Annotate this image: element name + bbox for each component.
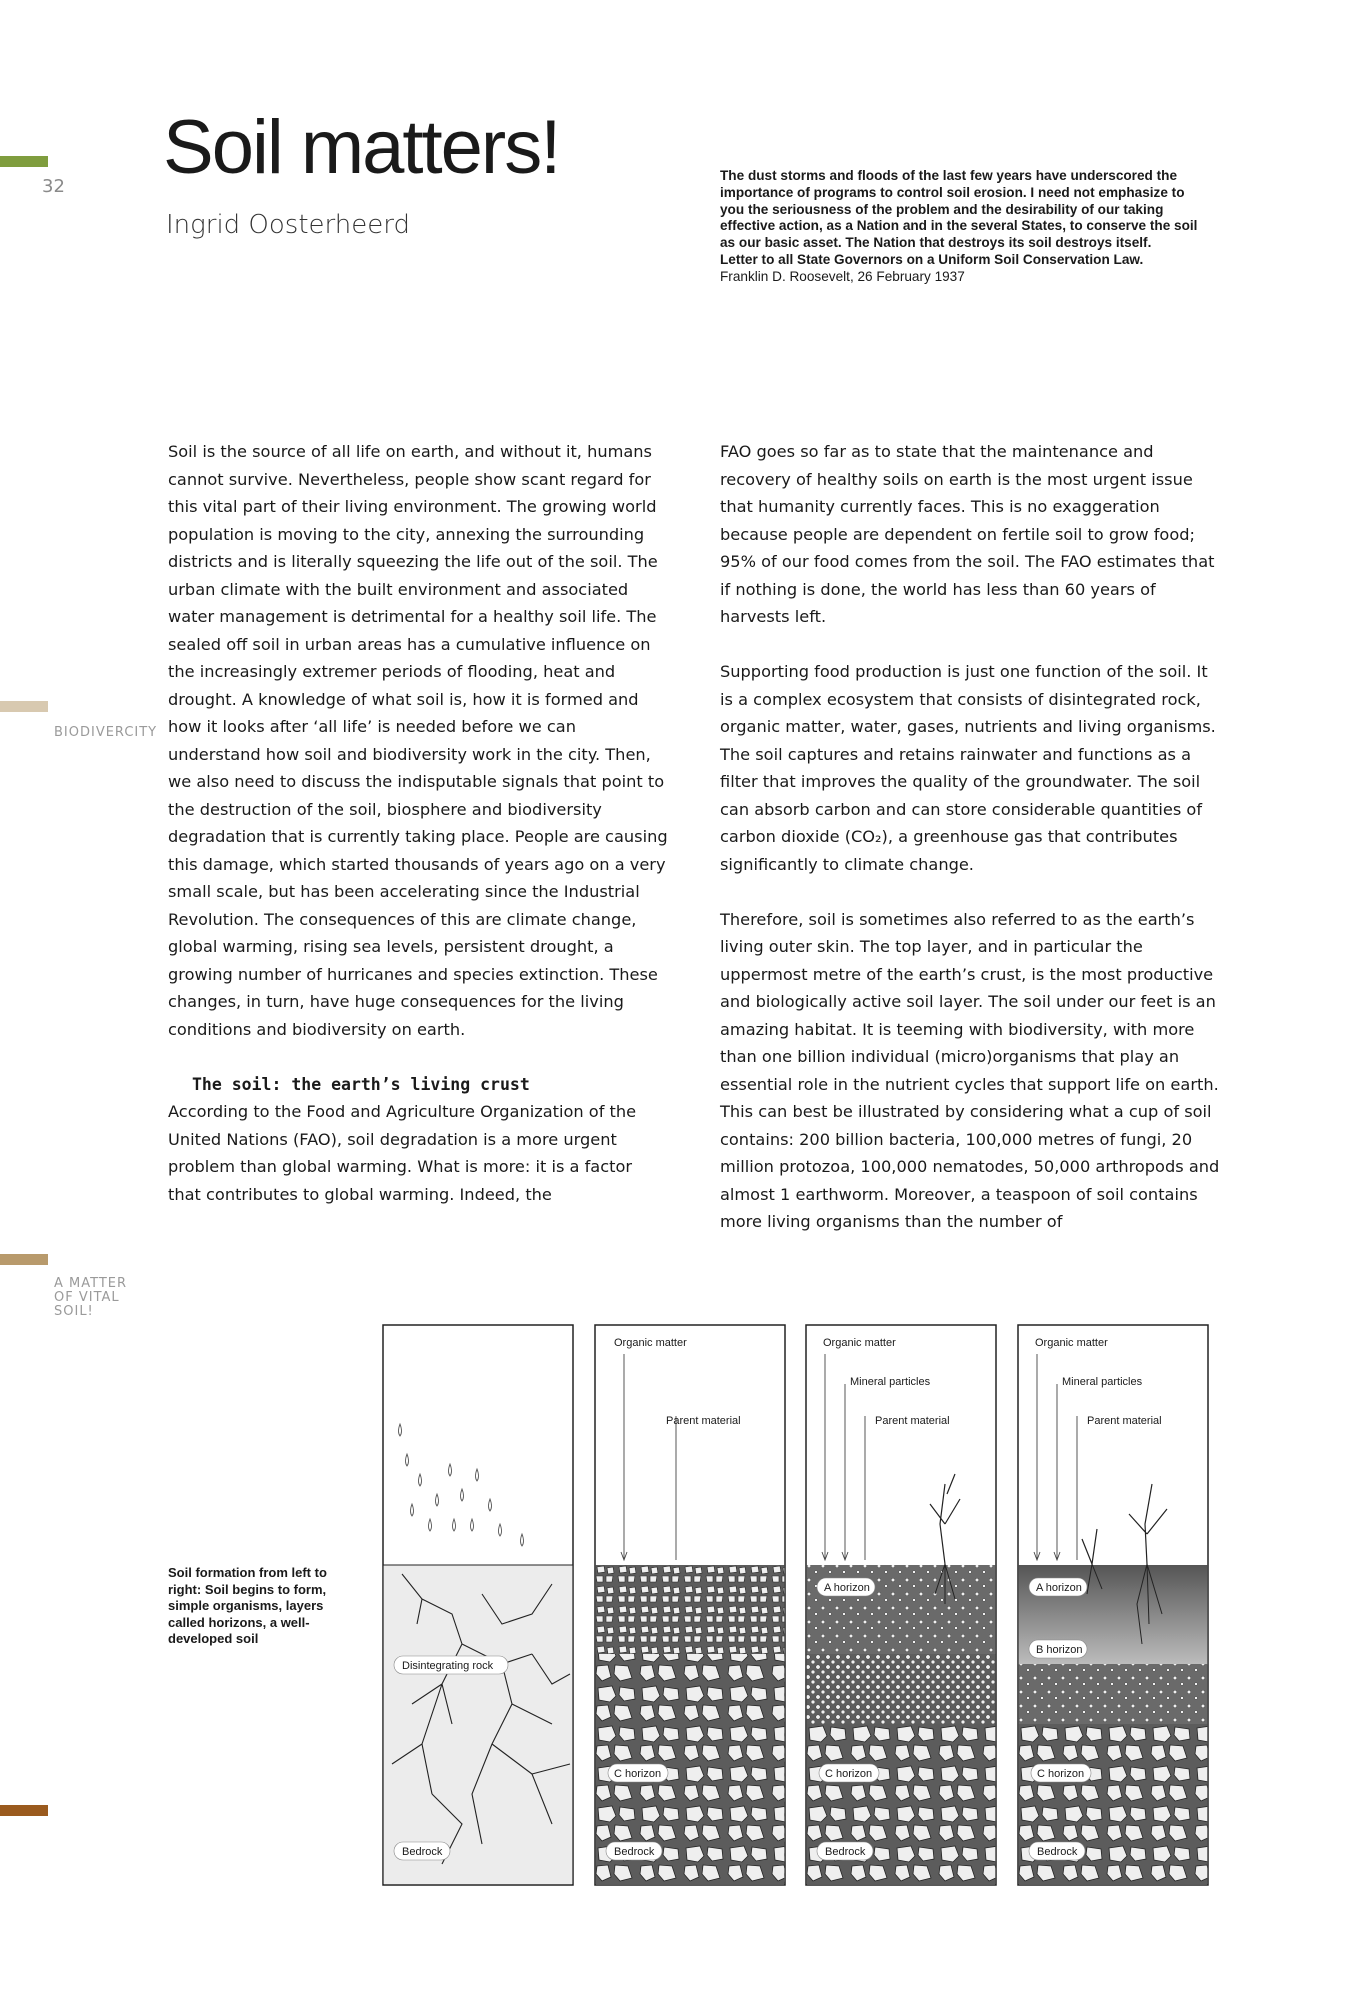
author-name: Ingrid Oosterheerd: [166, 210, 410, 240]
page-number: 32: [42, 176, 65, 197]
label-c-horizon-2: C horizon: [614, 1768, 662, 1780]
label-organic-matter-2: Organic matter: [614, 1337, 687, 1349]
accent-bar-biodivercity: [0, 701, 48, 712]
label-a-horizon-4: A horizon: [1036, 1582, 1082, 1594]
right-paragraph-2: Supporting food production is just one function of the soil. It is a complex ecosystem that consists of disintegrated rock, organic matter, water, gases, nutrients and living organisms. The soil captures and retains rainwater and functions as a filter that improves the quality of the groundwater. The soil can absorb carbon and can store considerable quantities of carbon dioxide (CO₂), a greenhouse gas that contributes significantly to climate change.: [720, 662, 1216, 874]
label-organic-matter-4: Organic matter: [1035, 1337, 1108, 1349]
margin-label-matter-line-3: SOIL!: [54, 1304, 94, 1319]
section-heading: The soil: the earth’s living crust: [192, 1074, 530, 1094]
right-paragraph-3: Therefore, soil is sometimes also referred to as the earth’s living outer skin. The top layer, and in particular the uppermost metre of the earth’s crust, is the most productive and biologically active soil layer. The soil under our feet is an amazing habitat. It is teeming with biodiversity, with more than one billion individual (micro)organisms that play an essential role in the nutrient cycles that support life on earth. This can best be illustrated by considering what a cup of soil contains: 200 billion bacteria, 100,000 metres of fungi, 20 million protozoa, 100,000 nematodes, 50,000 arthropods and almost 1 earthworm. Moreover, a teaspoon of soil contains more living organisms than the number of: [720, 909, 1220, 1231]
page-title: Soil matters!: [163, 105, 560, 190]
soil-formation-diagram: [382, 1324, 1218, 1890]
margin-label-matter: [54, 1277, 127, 1319]
label-b-horizon-4: B horizon: [1036, 1644, 1083, 1656]
left-column: [168, 438, 668, 1208]
label-organic-matter-3: Organic matter: [823, 1337, 896, 1349]
label-bedrock-4: Bedrock: [1037, 1846, 1078, 1858]
quote-text: The dust storms and floods of the last few years have underscored the importance of programs to control soil erosion. I need not emphasize to you the seriousness of the problem and the desirability of our taking effective action, as a Nation and in the several States, to conserve the soil as our basic asset. The Nation that destroys its soil destroys itself.: [720, 168, 1198, 251]
label-bedrock-3: Bedrock: [825, 1846, 866, 1858]
margin-label-matter-line-2: OF VITAL: [54, 1290, 120, 1305]
label-c-horizon-4: C horizon: [1037, 1768, 1085, 1780]
accent-bar-matter: [0, 1254, 48, 1265]
label-c-horizon-3: C horizon: [825, 1768, 873, 1780]
panel-2-simple-organisms: [595, 1325, 785, 1885]
panel-4-well-developed-soil: [1018, 1325, 1208, 1885]
label-mineral-particles-3: Mineral particles: [850, 1376, 931, 1388]
label-parent-material-4: Parent material: [1087, 1415, 1162, 1427]
accent-bar-top: [0, 156, 48, 167]
margin-label-biodivercity: BIODIVERCITY: [54, 725, 158, 740]
quote-source: Letter to all State Governors on a Uniform Soil Conservation Law.: [720, 251, 1144, 267]
right-column: [720, 438, 1220, 1236]
label-disintegrating-rock: Disintegrating rock: [402, 1660, 494, 1672]
panel-1-soil-begins: [383, 1325, 573, 1885]
margin-label-matter-line-1: A MATTER: [54, 1276, 128, 1291]
label-a-horizon-3: A horizon: [824, 1582, 870, 1594]
accent-bar-bottom: [0, 1805, 48, 1816]
left-paragraph-1: Soil is the source of all life on earth, and without it, humans cannot survive. Nevertheless, people show scant regard for this vital part of their living environment. The growing world population is moving to the city, annexing the surrounding districts and is literally squeezing the life out of the soil. The urban climate with the built environment and associated water management is detrimental for a healthy soil life. The sealed off soil in urban areas has a cumulative influence on the increasingly extremer periods of flooding, heat and drought. A knowledge of what soil is, how it is formed and how it looks after ‘all life’ is needed before we can understand how soil and biodiversity work in the city. Then, we also need to discuss the indisputable signals that point to the destruction of the soil, biosphere and biodiversity degradation that is currently taking place. People are causing this damage, which started thousands of years ago on a very small scale, but has been accelerating since the Industrial Revolution. The consequences of this are climate change, global warming, rising sea levels, persistent drought, a growing number of hurricanes and species extinction. These changes, in turn, have huge consequences for the living conditions and biodiversity on earth.: [168, 442, 668, 1039]
label-bedrock-1: Bedrock: [402, 1846, 443, 1858]
label-parent-material-3: Parent material: [875, 1415, 950, 1427]
panel-3-horizons: [806, 1325, 996, 1885]
figure-caption: Soil formation from left to right: Soil begins to form, simple organisms, layers called horizons, a well-developed soil: [168, 1565, 327, 1646]
quote-attribution: Franklin D. Roosevelt, 26 February 1937: [720, 268, 965, 284]
label-parent-material-2: Parent material: [666, 1415, 741, 1427]
right-paragraph-1: FAO goes so far as to state that the maintenance and recovery of healthy soils on earth is the most urgent issue that humanity currently faces. This is no exaggeration because people are dependent on fertile soil to grow food; 95% of our food comes from the soil. The FAO estimates that if nothing is done, the world has less than 60 years of harvests left.: [720, 442, 1215, 626]
left-paragraph-2: According to the Food and Agriculture Organization of the United Nations (FAO), soil degradation is a more urgent problem than global warming. What is more: it is a factor that contributes to global warming. Indeed, the: [168, 1102, 637, 1204]
label-mineral-particles-4: Mineral particles: [1062, 1376, 1143, 1388]
epigraph-quote: [720, 168, 1210, 286]
label-bedrock-2: Bedrock: [614, 1846, 655, 1858]
